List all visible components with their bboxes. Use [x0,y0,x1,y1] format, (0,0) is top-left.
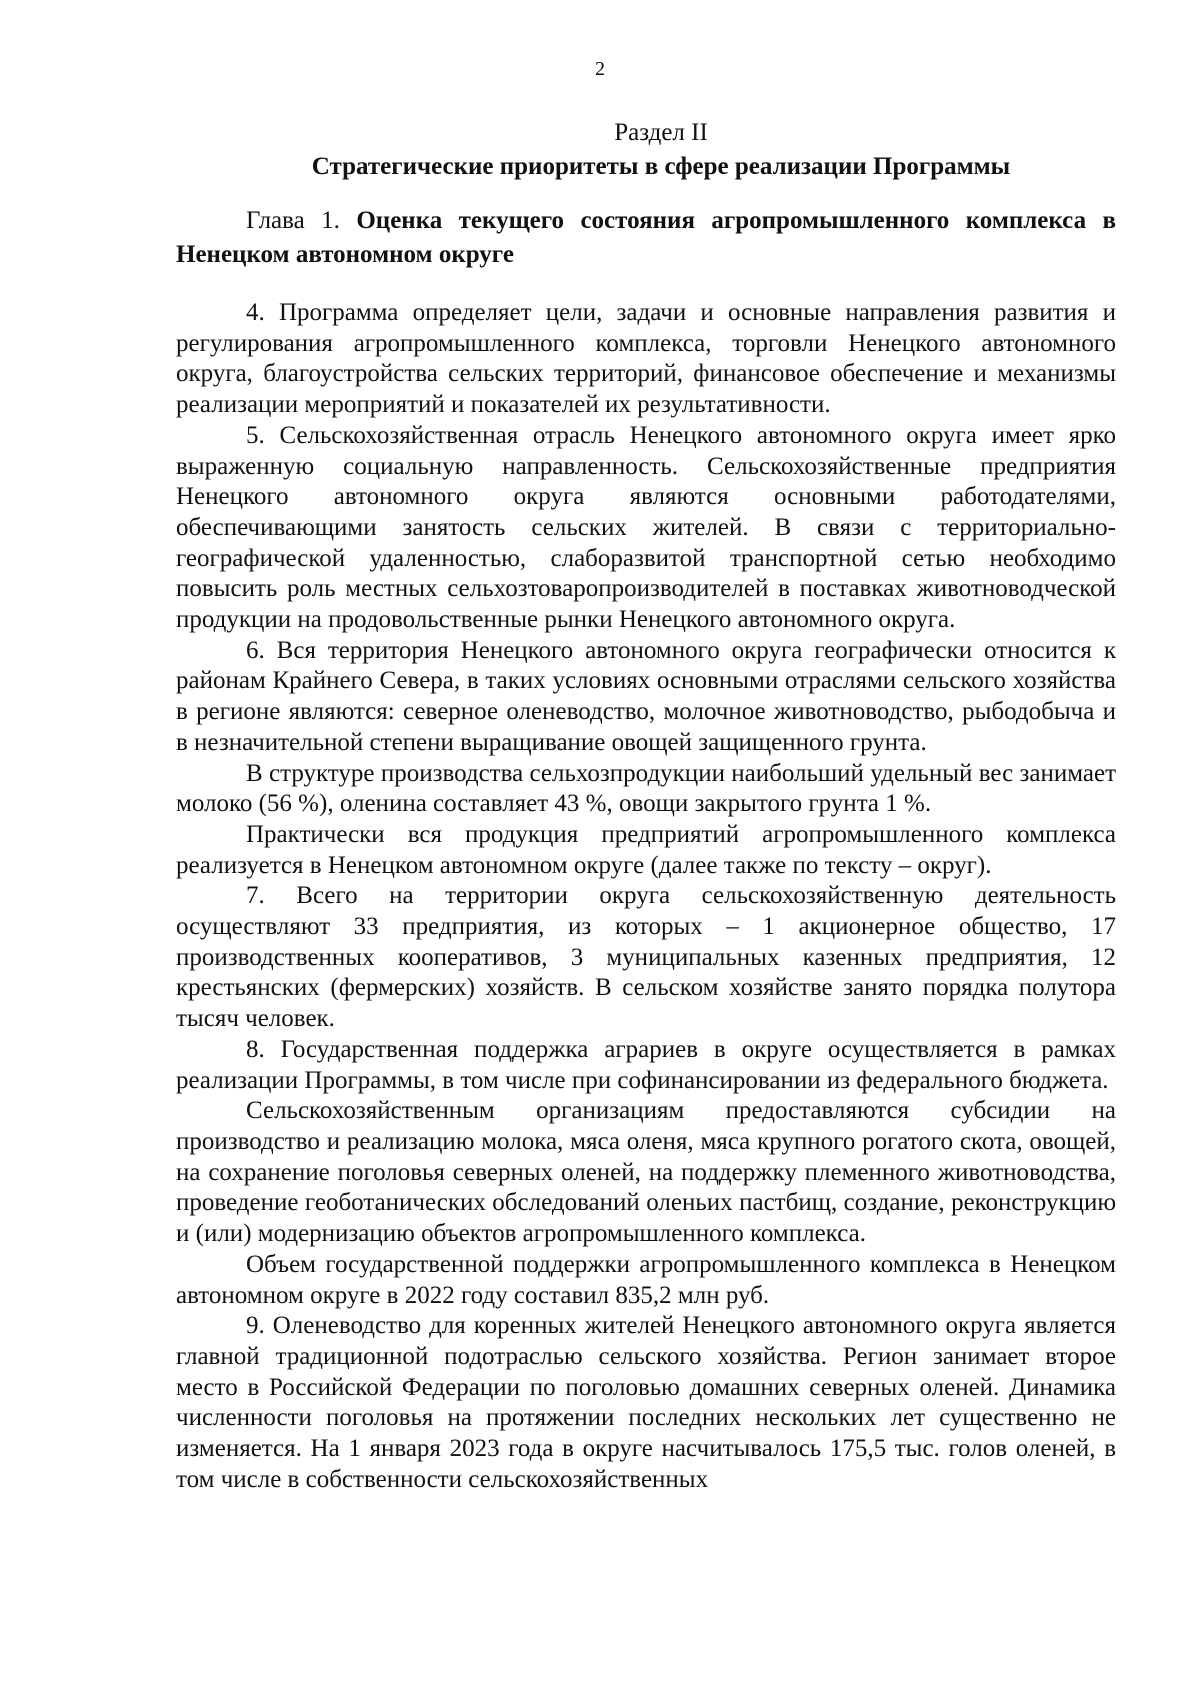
paragraph-8-volume: Объем государственной поддержки агропромышленного комплекса в Ненецком автономном округе в 2022 году составил 835,2 млн руб. [176,1250,1116,1309]
paragraph-8: 8. Государственная поддержка аграриев в округе осуществляется в рамках реализации Программы, в том числе при софинансировании из федерального бюджета. [176,1035,1116,1094]
paragraph-9: 9. Оленеводство для коренных жителей Ненецкого автономного округа является главной традиционной подотраслью сельского хозяйства. Регион занимает второе место в Российской Федерации по поголовью домашних северных оленей. Динамика численности поголовья на протяжении последних нескольких лет существенно не изменяется. На 1 января 2023 года в округе насчитывалось 175,5 тыс. голов оленей, в том числе в собственности сельскохозяйственных [176,1312,1116,1493]
chapter-label: Глава 1. [246,207,340,234]
paragraph-4: 4. Программа определяет цели, задачи и основные направления развития и регулирования агропромышленного комплекса, торговли Ненецкого автономного округа, благоустройства сельских территорий, финансовое обеспечение и механизмы реализации мероприятий и показателей их результативности. [176,299,1116,419]
document-body [176,116,1116,1495]
paragraph-5: 5. Сельскохозяйственная отрасль Ненецкого автономного округа имеет ярко выраженную социальную направленность. Сельскохозяйственные предприятия Ненецкого автономного округа являются основными работодателями, обеспечивающими занятость сельских жителей. В связи с территориально-географической удаленностью, слаборазвитой транспортной сетью необходимо повысить роль местных сельхозтоваропроизводителей в поставках животноводческой продукции на продовольственные рынки Ненецкого автономного округа. [176,421,1116,634]
section-subtitle: Стратегические приоритеты в сфере реализации Программы [311,153,1011,180]
paragraph-6-structure: В структуре производства сельхозпродукции наибольший удельный вес занимает молоко (56 %), оленина составляет 43 %, овощи закрытого грунта 1 %. [176,759,1116,818]
chapter-title: Оценка текущего состояния агропромышленного комплекса в Ненецком автономном округе [176,207,1117,268]
paragraph-8-subsidies: Сельскохозяйственным организациям предоставляются субсидии на производство и реализацию молока, мяса оленя, мяса крупного рогатого скота, овощей, на сохранение поголовья северных оленей, на поддержку племенного животноводства, проведение геоботанических обследований оленьих пастбищ, создание, реконструкцию и (или) модернизацию объектов агропромышленного комплекса. [176,1097,1116,1248]
paragraph-7: 7. Всего на территории округа сельскохозяйственную деятельность осуществляют 33 предприятия, из которых – 1 акционерное общество, 17 производственных кооперативов, 3 муниципальных казенных предприятия, 12 крестьянских (фермерских) хозяйств. В сельском хозяйстве занято порядка полутора тысяч человек. [176,882,1116,1033]
paragraph-6: 6. Вся территория Ненецкого автономного округа географически относится к районам Крайнего Севера, в таких условиях основными отраслями сельского хозяйства в регионе являются: северное оленеводство, молочное животноводство, рыбодобыча и в незначительной степени выращивание овощей защищенного грунта. [176,636,1116,756]
page-number: 2 [595,58,605,80]
paragraph-6-sales: Практически вся продукция предприятий агропромышленного комплекса реализуется в Ненецком автономном округе (далее также по тексту – округ). [176,820,1116,879]
section-title: Раздел II [614,119,708,146]
chapter-heading [176,204,1116,272]
